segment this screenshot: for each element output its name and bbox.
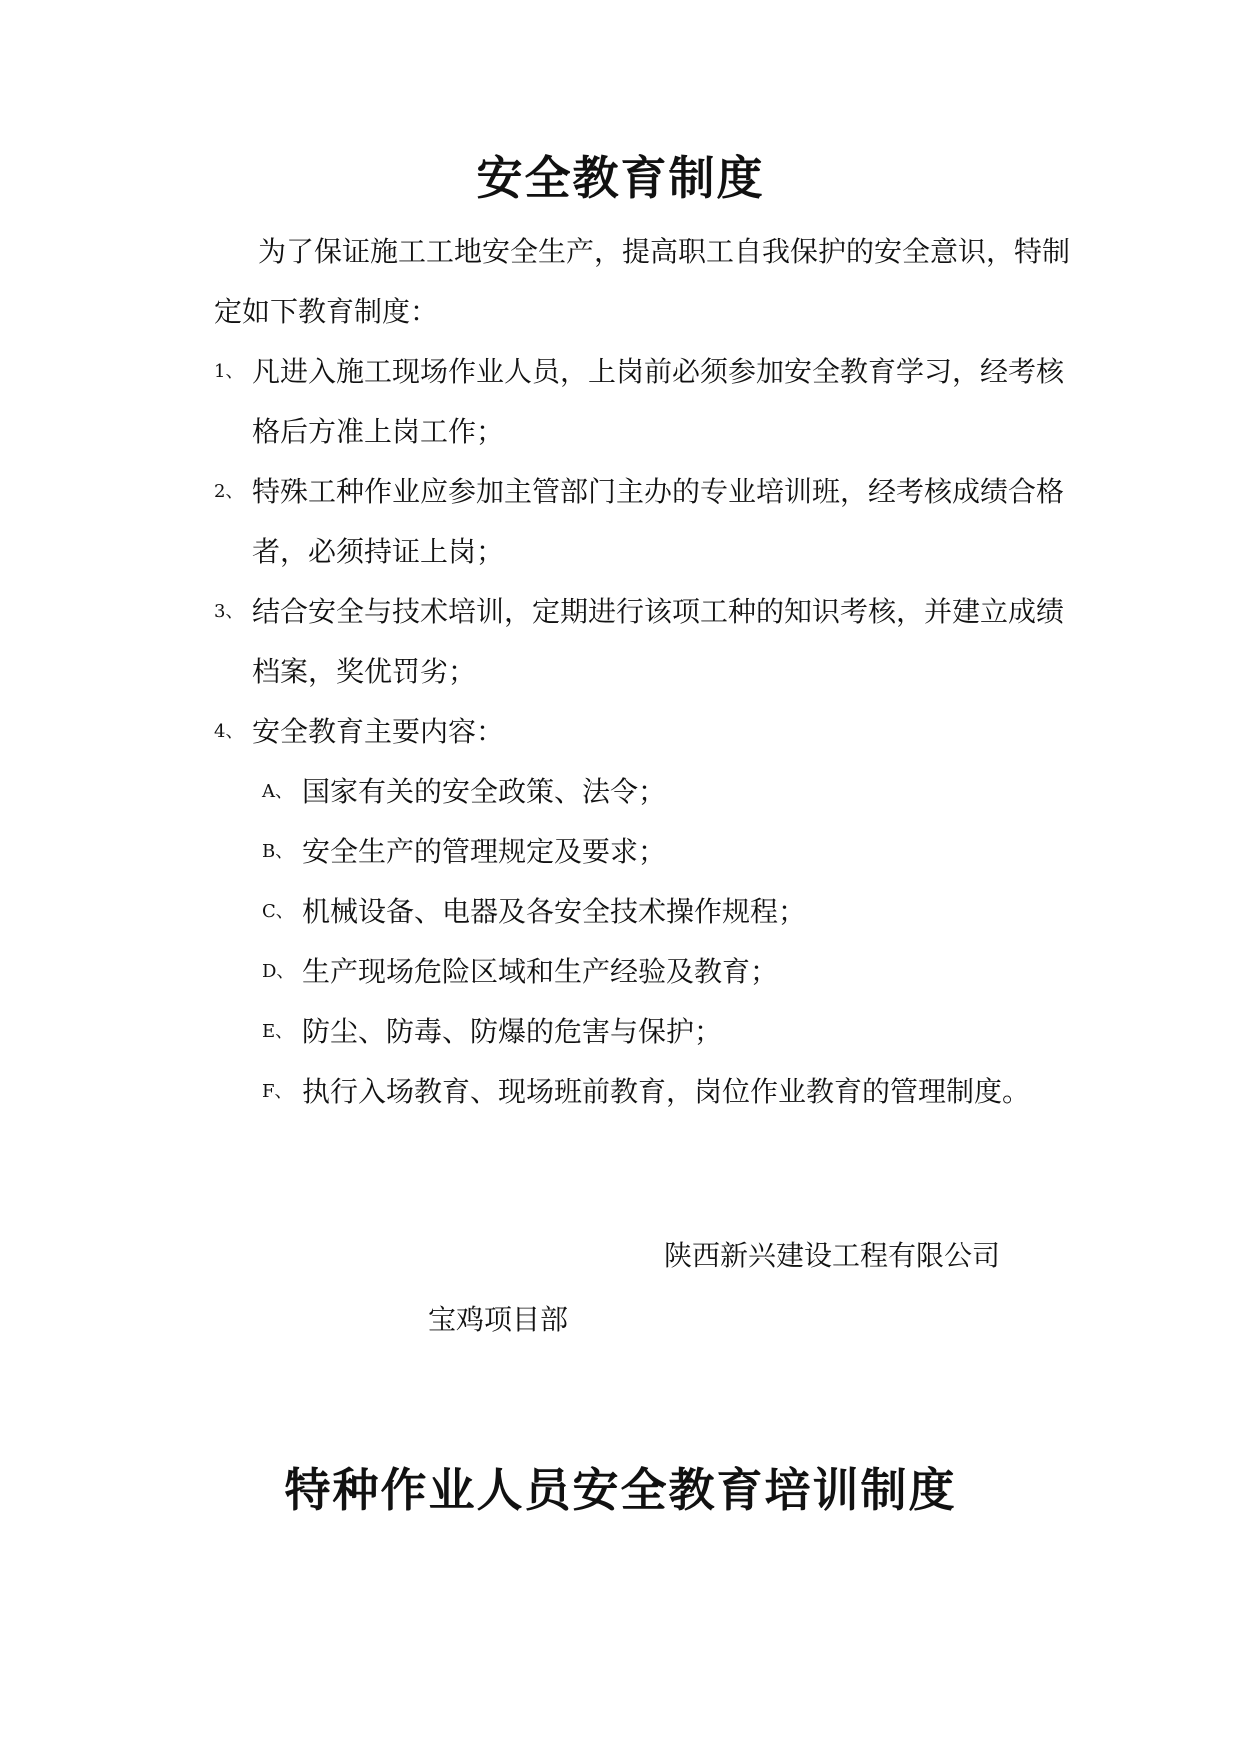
sublist-item-text: 机械设备、电器及各安全技术操作规程；: [302, 895, 807, 928]
sublist-item-letter: B、: [262, 841, 294, 862]
intro-paragraph: 为了保证施工工地安全生产，提高职工自我保护的安全意识，特制定如下教育制度：: [214, 235, 1071, 328]
list-item: [214, 702, 1074, 1122]
sublist-item: [252, 1062, 1074, 1122]
list-item-number: 4、: [214, 721, 244, 742]
sublist-item: [252, 1002, 1074, 1062]
sublist-item-letter: A、: [262, 781, 293, 802]
list-item-text: 特殊工种作业应参加主管部门主办的专业培训班，经考核成绩合格者，必须持证上岗；: [252, 475, 1065, 568]
list-item-number: 1、: [214, 361, 244, 382]
department-signature: 宝鸡项目部: [428, 1303, 569, 1336]
list-item-number: 3、: [214, 601, 244, 622]
sublist-item-text: 执行入场教育、现场班前教育，岗位作业教育的管理制度。: [302, 1075, 1031, 1108]
sublist-item-text: 安全生产的管理规定及要求；: [302, 835, 667, 868]
sublist-item-text: 防尘、防毒、防爆的危害与保护；: [302, 1015, 723, 1048]
list-item-text: 凡进入施工现场作业人员，上岗前必须参加安全教育学习，经考核格后方准上岗工作；: [252, 355, 1065, 448]
sublist-item: [252, 822, 1074, 882]
company-signature: 陕西新兴建设工程有限公司: [664, 1239, 1001, 1272]
sublist-item-text: 国家有关的安全政策、法令；: [302, 775, 667, 808]
content-sublist: [252, 762, 1074, 1122]
sublist-item: [252, 882, 1074, 942]
list-item: [214, 342, 1074, 462]
document-title: 安全教育制度: [476, 151, 765, 205]
sublist-item: [252, 762, 1074, 822]
sublist-item: [252, 942, 1074, 1002]
list-item: [214, 582, 1074, 702]
sublist-item-text: 生产现场危险区域和生产经验及教育；: [302, 955, 779, 988]
list-item: [214, 462, 1074, 582]
list-item-number: 2、: [214, 481, 244, 502]
list-item-text: 安全教育主要内容：: [252, 715, 505, 748]
sublist-item-letter: E、: [262, 1021, 294, 1042]
next-section-title: 特种作业人员安全教育培训制度: [284, 1463, 957, 1517]
rules-list: [214, 342, 1074, 1122]
list-item-text: 结合安全与技术培训，定期进行该项工种的知识考核，并建立成绩档案，奖优罚劣；: [252, 595, 1065, 688]
sublist-item-letter: D、: [262, 961, 295, 982]
sublist-item-letter: F、: [262, 1081, 293, 1102]
sublist-item-letter: C、: [262, 901, 294, 922]
